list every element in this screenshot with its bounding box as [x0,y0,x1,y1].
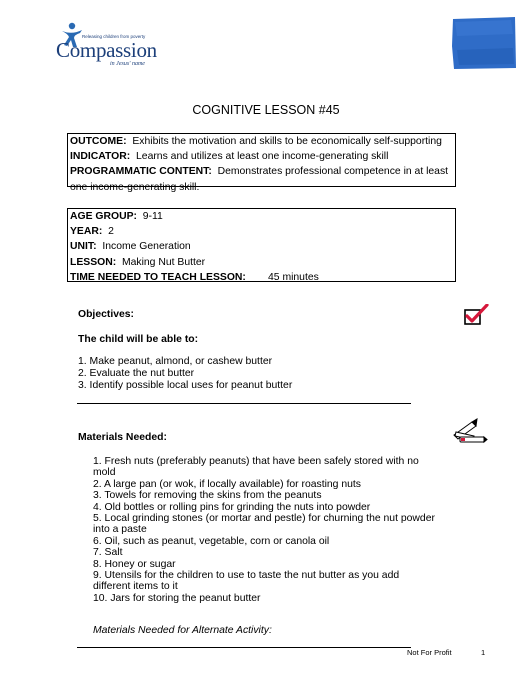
materials-heading: Materials Needed: [78,432,167,443]
lesson-value: Making Nut Butter [121,256,206,268]
outcome-row [70,134,453,149]
list-item: 5. Local grinding stones (or mortar and pestle) for churning the nut powder into a paste [93,513,435,536]
list-item: 3. Identify possible local uses for peanut butter [78,380,293,391]
indicator-label: INDICATOR: [70,151,131,163]
checkbox-check-icon [462,304,490,328]
time-label: TIME NEEDED TO TEACH LESSON: [70,271,246,283]
lesson-info-box [67,208,456,282]
unit-value: Income Generation [102,241,191,253]
list-item: 1. Fresh nuts (preferably peanuts) that have been safely stored with no mold [93,456,419,479]
list-item: 2. A large pan (or wok, if locally available) for roasting nuts [93,478,361,490]
logo-name: Compassion [56,38,157,62]
page-number: 1 [481,648,486,657]
year-value: 2 [108,226,114,238]
outcome-text: Exhibits the motivation and skills to be economically self-supporting [132,136,442,147]
list-item: 4. Old bottles or rolling pins for grinding the nuts into powder [93,501,371,513]
lesson-row [70,255,453,270]
outcome-label: OUTCOME: [70,136,127,147]
lesson-label: LESSON: [70,256,117,268]
list-item: 8. Honey or sugar [93,558,176,570]
unit-label: UNIT: [70,241,97,253]
materials-list [93,456,438,604]
list-item: 2. Evaluate the nut butter [78,368,195,379]
indicator-text: Learns and utilizes at least one income-generating skill [136,151,389,163]
age-label: AGE GROUP: [70,211,137,222]
list-item: 10. Jars for storing the peanut butter [93,592,261,604]
alternate-materials-heading: Materials Needed for Alternate Activity: [93,625,272,636]
blue-brush-block [451,16,517,70]
objectives-list [78,356,418,392]
list-item: 9. Utensils for the children to use to taste the nut butter as you add different items to it [93,570,400,593]
pencil-crayon-icon [450,418,488,444]
list-item: 7. Salt [93,547,123,559]
age-value: 9-11 [142,211,163,222]
logo-tagline: Releasing children from poverty [82,34,146,39]
lesson-title: COGNITIVE LESSON #45 [192,103,340,117]
logo-subtitle: in Jesus' name [110,61,145,67]
objectives-intro: The child will be able to: [78,334,199,345]
footer-divider [77,647,411,648]
time-value: 45 minutes [268,271,319,283]
section-divider [77,403,411,404]
indicator-row [70,149,453,164]
footer-text: Not For Profit [407,648,452,657]
outcome-box [67,133,456,193]
compassion-logo [52,22,172,72]
year-label: YEAR: [70,226,103,238]
objectives-heading: Objectives: [78,309,135,320]
list-item: 6. Oil, such as peanut, vegetable, corn or canola oil [93,535,330,547]
programmatic-text: Demonstrates professional competence in at least one income-generating skill. [70,166,449,193]
programmatic-row [70,164,453,194]
age-row [70,209,453,224]
list-item: 3. Towels for removing the skins from the peanuts [93,490,322,502]
programmatic-label: PROGRAMMATIC CONTENT: [70,166,212,178]
unit-row [70,239,453,254]
time-row [70,270,453,285]
list-item: 1. Make peanut, almond, or cashew butter [78,356,273,367]
year-row [70,224,453,239]
